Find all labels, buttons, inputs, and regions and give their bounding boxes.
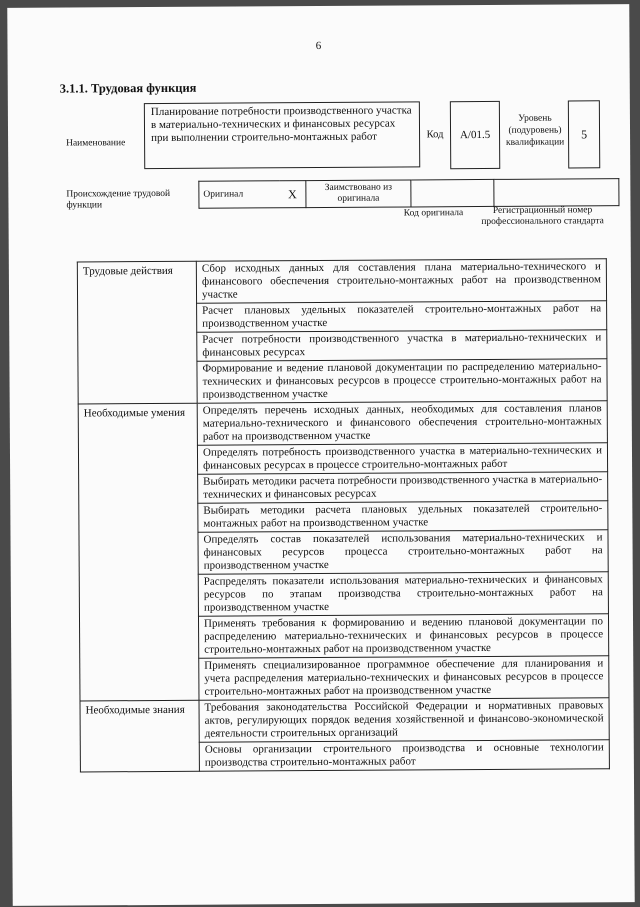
row-text: Распределять показатели использования материально-технических и финансовых ресурсов по этапам производства строительно-монтажных работ на производственном участке bbox=[198, 572, 608, 617]
origin-code-cell bbox=[411, 179, 494, 207]
row-text: Требования законодательства Российской Федерации и нормативных правовых актов, регулирующих порядок ведения хозяйственной и финансово-экономической деятельности строительных организаций bbox=[199, 698, 609, 743]
section-heading: 3.1.1. Трудовая функция bbox=[59, 80, 197, 96]
naming-label: Наименование bbox=[66, 138, 126, 149]
row-text: Определять состав показателей использования материально-технических и финансовых ресурсов процесса строительно-монтажных работ на производственном участке bbox=[198, 530, 608, 575]
origin-code-label: Код оригинала bbox=[403, 208, 464, 219]
function-details-table bbox=[77, 258, 610, 772]
page-number: 6 bbox=[315, 39, 322, 53]
row-text: Применять специализированное программное обеспечение для планирования и учета распределения материально-технических и финансовых ресурсов в процессе строительно-монтажных работ на производственном участке bbox=[199, 656, 609, 701]
row-text: Выбирать методики расчета потребности производственного участка в материально-технических и финансовых ресурсах bbox=[198, 472, 608, 504]
code-label: Код bbox=[426, 128, 444, 140]
level-label: Уровень (подуровень) квалификации bbox=[505, 113, 565, 148]
origin-label: Происхождение трудовой функции bbox=[66, 188, 171, 211]
reg-number-cell bbox=[494, 179, 619, 207]
row-text: Применять требования к формированию и ведению плановой документации по распределению материально-технических и финансовых ресурсов в процессе строительно-монтажных работ на производственном участке bbox=[198, 614, 608, 659]
row-text: Выбирать методики расчета плановых удельных показателей строительно-монтажных работ на производственном участке bbox=[198, 501, 608, 533]
function-name-box: Планирование потребности производственного участка в материально-технических и финансовых ресурсах при выполнении строительно-монтажных работ bbox=[144, 101, 420, 169]
origin-table bbox=[198, 178, 619, 209]
row-text: Сбор исходных данных для составления плана материально-технического и финансового обеспечения строительно-монтажных работ на производственном участке bbox=[196, 259, 606, 304]
row-text: Расчет потребности производственного участка в материально-технических и финансовых ресурсах bbox=[197, 330, 607, 362]
original-label: Оригинал bbox=[199, 181, 280, 208]
code-value-box: A/01.5 bbox=[450, 101, 500, 169]
table-row bbox=[78, 401, 607, 446]
section-label: Трудовые действия bbox=[77, 261, 197, 404]
row-text: Определять перечень исходных данных, необходимых для составления планов материально-технического и финансового обеспечения строительно-монтажных работ на производственном участке bbox=[197, 401, 607, 446]
row-text: Основы организации строительного производства и основные технологии производства строительно-монтажных работ bbox=[199, 740, 609, 772]
original-mark: X bbox=[279, 181, 306, 208]
table-row bbox=[80, 698, 609, 743]
section-label: Необходимые знания bbox=[80, 700, 199, 772]
section-label: Необходимые умения bbox=[78, 403, 199, 701]
document-page bbox=[7, 4, 634, 906]
reg-number-label: Регистрационный номер профессионального стандарта bbox=[481, 205, 604, 228]
table-row bbox=[77, 259, 606, 304]
borrowed-label: Заимствовано из оригинала bbox=[306, 180, 411, 208]
row-text: Определять потребность производственного участка в материально-технических и финансовых ресурсах в процессе строительно-монтажных работ bbox=[197, 443, 607, 475]
level-value-box: 5 bbox=[568, 100, 600, 168]
row-text: Расчет плановых удельных показателей строительно-монтажных работ на производственном участке bbox=[197, 301, 607, 333]
row-text: Формирование и ведение плановой документации по распределению материально-технических и финансовых ресурсов в процессе строительно-монтажных работ на производственном участке bbox=[197, 359, 607, 404]
